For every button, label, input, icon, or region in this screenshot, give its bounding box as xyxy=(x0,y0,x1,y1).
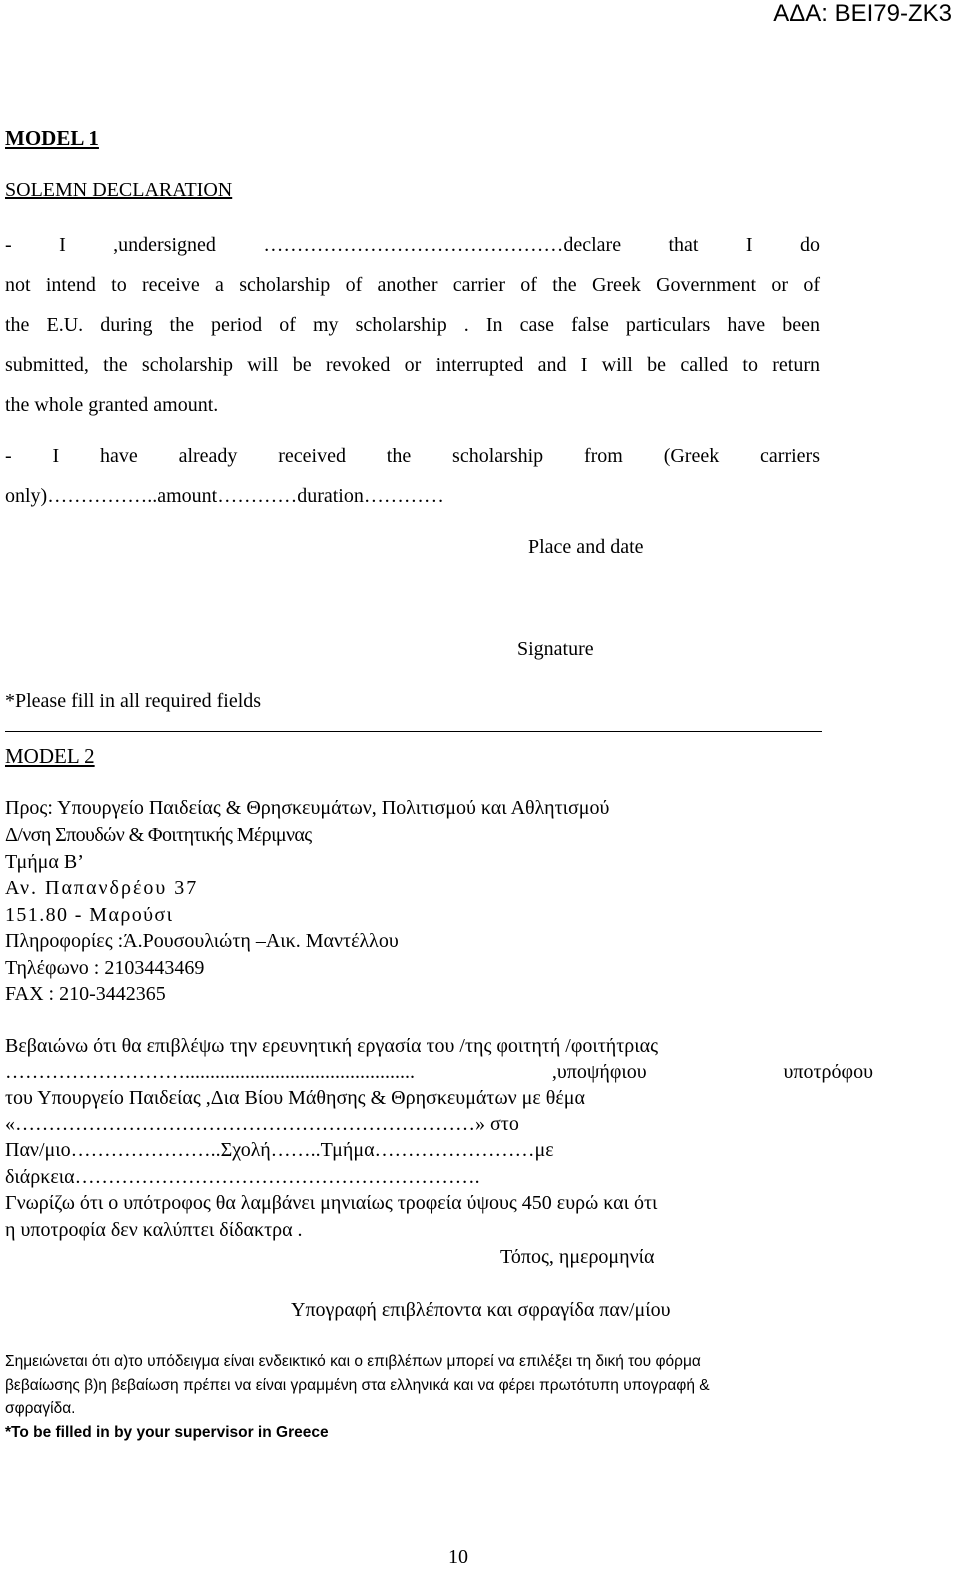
address-line-fax: FAX : 210-3442365 xyxy=(5,983,166,1005)
declaration-line-2: not intend to receive a scholarship of another carrier of the Greek Government or of xyxy=(5,274,820,296)
declaration-line-7: only)……………..amount…………duration………… xyxy=(5,485,444,507)
declaration-line-6: - I have already received the scholarship from (Greek carriers xyxy=(5,445,820,467)
supervisor-note: *To be filled in by your supervisor in Greece xyxy=(5,1424,329,1441)
address-line-phone: Τηλέφωνο : 2103443469 xyxy=(5,957,205,979)
required-fields-note: *Please fill in all required fields xyxy=(5,690,262,712)
place-and-date-greek-label: Τόπος, ημερομηνία xyxy=(500,1246,655,1268)
page-number: 10 xyxy=(448,1546,468,1568)
document-id: ΑΔΑ: ΒΕΙ79-ΖΚ3 xyxy=(773,0,952,27)
declaration-line-3: the E.U. during the period of my scholarship . In case false particulars have been xyxy=(5,314,820,336)
model1-subtitle: SOLEMN DECLARATION xyxy=(5,179,233,201)
place-and-date-label: Place and date xyxy=(528,536,644,558)
certification-line-4: «……………………………………………………………» στο xyxy=(5,1113,519,1135)
address-line-info: Πληροφορίες :Ά.Ρουσουλιώτη –Αικ. Μαντέλλου xyxy=(5,930,399,952)
note-line-2: βεβαίωσης β)η βεβαίωση πρέπει να είναι γραμμένη στα ελληνικά και να φέρει πρωτότυπη υπογραφή & xyxy=(5,1377,710,1394)
certification-line-8: η υποτροφία δεν καλύπτει δίδακτρα . xyxy=(5,1219,303,1241)
certification-line-2: ……………………….............................................. ,υποψήφιου υποτρόφου xyxy=(5,1061,873,1083)
address-line-directorate: Δ/νση Σπουδών & Φοιτητικής Μέριμνας xyxy=(5,824,312,846)
note-line-3: σφραγίδα. xyxy=(5,1400,76,1417)
signature-label: Signature xyxy=(517,638,594,660)
declaration-line-4: submitted, the scholarship will be revoked or interrupted and I will be called to return xyxy=(5,354,820,376)
declaration-line-5: the whole granted amount. xyxy=(5,394,219,416)
supervisor-signature-label: Υπογραφή επιβλέποντα και σφραγίδα παν/μίου xyxy=(291,1299,671,1321)
address-line-street: Αν. Παπανδρέου 37 xyxy=(5,877,199,899)
address-line-department: Τμήμα Β’ xyxy=(5,851,84,873)
model2-title: MODEL 2 xyxy=(5,744,95,768)
model1-title: MODEL 1 xyxy=(5,126,99,150)
section-divider xyxy=(5,731,822,732)
declaration-line-1: - I ,undersigned ………………………………………declare that I do xyxy=(5,234,820,256)
certification-line-1: Βεβαιώνω ότι θα επιβλέψω την ερευνητική εργασία του /της φοιτητή /φοιτήτριας xyxy=(5,1035,659,1057)
certification-line-5: Παν/μιο…………………..Σχολή……..Τμήμα……………………με xyxy=(5,1139,554,1161)
certification-line-7: Γνωρίζω ότι ο υπότροφος θα λαμβάνει μηνιαίως τροφεία ύψους 450 ευρώ και ότι xyxy=(5,1192,658,1214)
note-line-1: Σημειώνεται ότι α)το υπόδειγμα είναι ενδεικτικό και ο επιβλέπων μπορεί να επιλέξει τη δική του φόρμα xyxy=(5,1353,701,1370)
certification-line-6: διάρκεια……………………………………………………. xyxy=(5,1166,480,1188)
address-line-postcode: 151.80 - Μαρούσι xyxy=(5,904,174,926)
address-line-recipient: Προς: Υπουργείο Παιδείας & Θρησκευμάτων, Πολιτισμού και Αθλητισμού xyxy=(5,797,610,819)
certification-line-3: του Υπουργείο Παιδείας ,Δια Βίου Μάθησης & Θρησκευμάτων με θέμα xyxy=(5,1087,585,1109)
